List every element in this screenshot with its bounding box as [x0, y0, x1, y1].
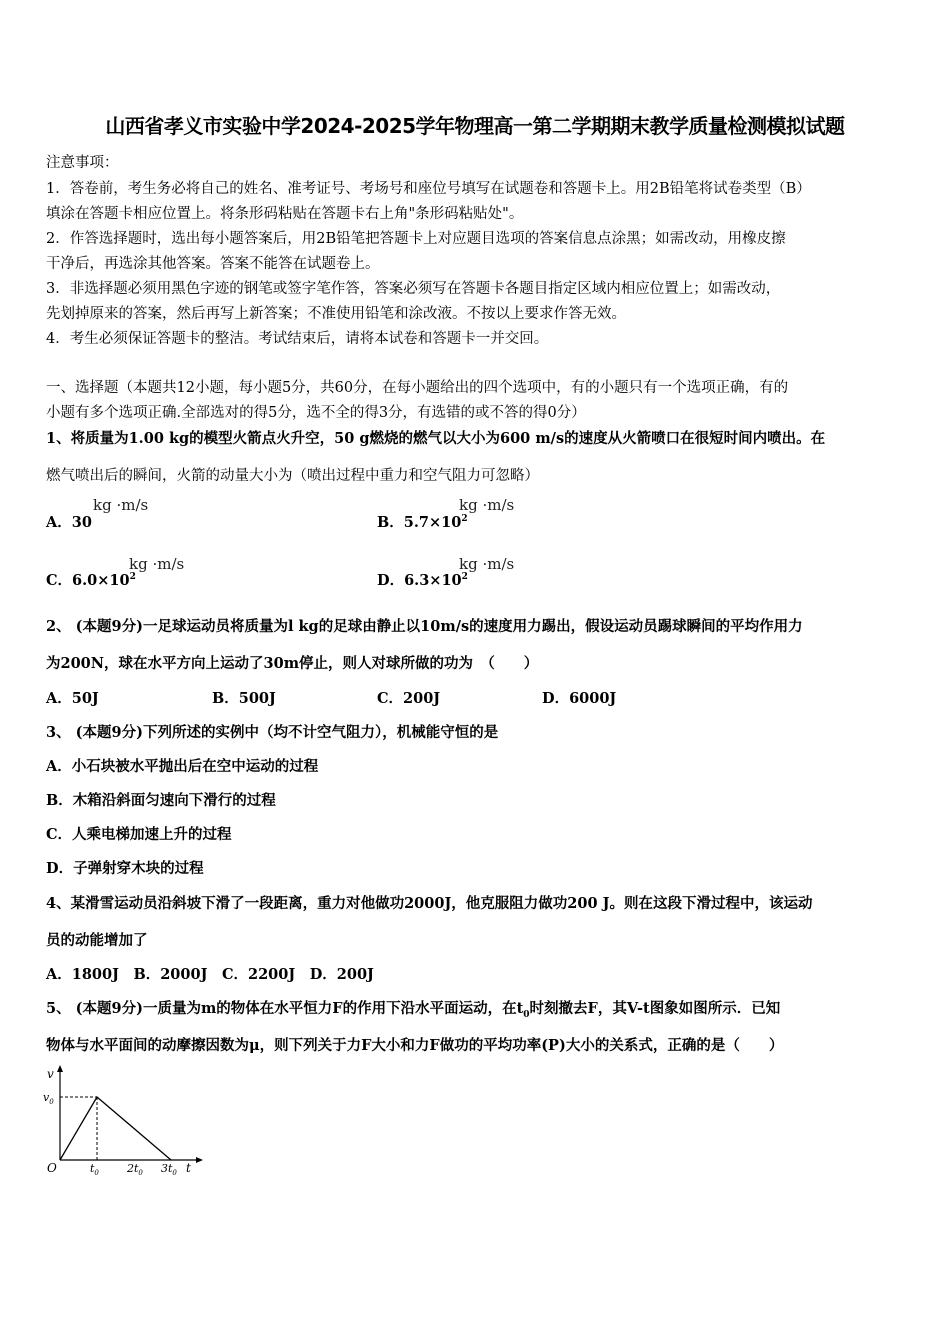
- notice-line: 先划掉原来的答案，然后再写上新答案；不准使用铅笔和涂改液。不按以上要求作答无效。: [46, 306, 626, 322]
- q2-option-b: B．500J: [212, 690, 276, 707]
- q3-option-a: A．小石块被水平抛出后在空中运动的过程: [46, 758, 319, 775]
- section-heading: 一、选择题（本题共12小题，每小题5分，共60分，在每小题给出的四个选项中，有的小题只有一个选项正确，有的: [46, 380, 789, 396]
- y-axis-arrow-icon: [57, 1065, 63, 1072]
- q3-option-b: B．木箱沿斜面匀速向下滑行的过程: [46, 792, 276, 809]
- q3-option-c: C．人乘电梯加速上升的过程: [46, 826, 232, 843]
- q2-option-c: C．200J: [377, 690, 441, 707]
- vt-series-line: [60, 1097, 171, 1160]
- x-axis-label: t: [186, 1161, 191, 1175]
- q1-option-c-unit: kg ·m/s: [129, 555, 185, 573]
- q4-stem-cont: 员的动能增加了: [46, 932, 148, 949]
- q3-option-d: D．子弹射穿木块的过程: [46, 860, 204, 877]
- q1-option-b-unit: kg ·m/s: [459, 496, 515, 514]
- x-axis-arrow-icon: [196, 1157, 203, 1163]
- t0-tick-label: $t_0$: [90, 1162, 99, 1177]
- vt-graph: [40, 1062, 210, 1177]
- q1-stem: 1、将质量为1.00 kg的模型火箭点火升空，50 g燃烧的燃气以大小为600 m/s的速度从火箭喷口在很短时间内喷出。在: [46, 430, 826, 447]
- page-title: 山西省孝义市实验中学2024-2025学年物理高一第二学期期末教学质量检测模拟试题: [105, 114, 845, 138]
- notice-line: 2．作答选择题时，选出每小题答案后，用2B铅笔把答题卡上对应题目选项的答案信息点涂黑；如需改动，用橡皮擦: [46, 231, 786, 247]
- notice-heading: 注意事项：: [46, 155, 119, 171]
- notice-line: 3．非选择题必须用黑色字迹的钢笔或签字笔作答，答案必须写在答题卡各题目指定区域内相应位置上；如需改动，: [46, 281, 781, 297]
- q5-stem-cont: 物体与水平面间的动摩擦因数为μ，则下列关于力F大小和力F做功的平均功率(P)大小的关系式，正确的是（ ）: [46, 1037, 784, 1054]
- q1-option-d-unit: kg ·m/s: [459, 555, 515, 573]
- y-axis-label: v: [47, 1067, 54, 1081]
- q1-stem-cont: 燃气喷出后的瞬间，火箭的动量大小为（喷出过程中重力和空气阻力可忽略）: [46, 468, 539, 484]
- q2-option-a: A．50J: [46, 690, 99, 707]
- q1-option-a-unit: kg ·m/s: [93, 496, 149, 514]
- q3-stem: 3、 (本题9分)下列所述的实例中（均不计空气阻力），机械能守恒的是: [46, 724, 499, 741]
- q4-stem: 4、某滑雪运动员沿斜坡下滑了一段距离，重力对他做功2000J，他克服阻力做功200 J。则在这段下滑过程中，该运动: [46, 895, 813, 912]
- 3t0-tick-label: $3t_0$: [161, 1162, 177, 1177]
- q2-stem: 2、 (本题9分)一足球运动员将质量为l kg的足球由静止以10m/s的速度用力踢出，假设运动员踢球瞬间的平均作用力: [46, 618, 803, 635]
- notice-line: 填涂在答题卡相应位置上。将条形码粘贴在答题卡右上角"条形码粘贴处"。: [46, 206, 524, 222]
- v0-label: $v_0$: [43, 1091, 54, 1106]
- q4-options: A．1800J B．2000J C．2200J D．200J: [46, 966, 374, 983]
- q5-stem: 5、 (本题9分)一质量为m的物体在水平恒力F的作用下沿水平面运动，在$t_0$时刻撤去F，其V-t图象如图所示．已知: [46, 1000, 781, 1020]
- q2-option-d: D．6000J: [542, 690, 617, 707]
- q2-stem-cont: 为200N，球在水平方向上运动了30m停止，则人对球所做的功为 （ ）: [46, 655, 539, 672]
- notice-line: 4．考生必须保证答题卡的整洁。考试结束后，请将本试卷和答题卡一并交回。: [46, 331, 549, 347]
- q1-option-c: C．$6.0\times 10^2$: [46, 572, 136, 589]
- 2t0-tick-label: $2t_0$: [127, 1162, 143, 1177]
- q1-option-a: A．30: [46, 514, 92, 531]
- notice-line: 干净后，再选涂其他答案。答案不能答在试题卷上。: [46, 256, 380, 272]
- origin-label: O: [47, 1161, 57, 1175]
- section-heading-cont: 小题有多个选项正确.全部选对的得5分，选不全的得3分，有选错的或不答的得0分）: [46, 405, 586, 421]
- notice-line: 1．答卷前，考生务必将自己的姓名、准考证号、考场号和座位号填写在试题卷和答题卡上。用2B铅笔将试卷类型（B）: [46, 181, 811, 197]
- q1-option-d: D．$6.3\times 10^2$: [377, 572, 468, 589]
- q1-option-b: B．$5.7\times 10^2$: [377, 514, 468, 531]
